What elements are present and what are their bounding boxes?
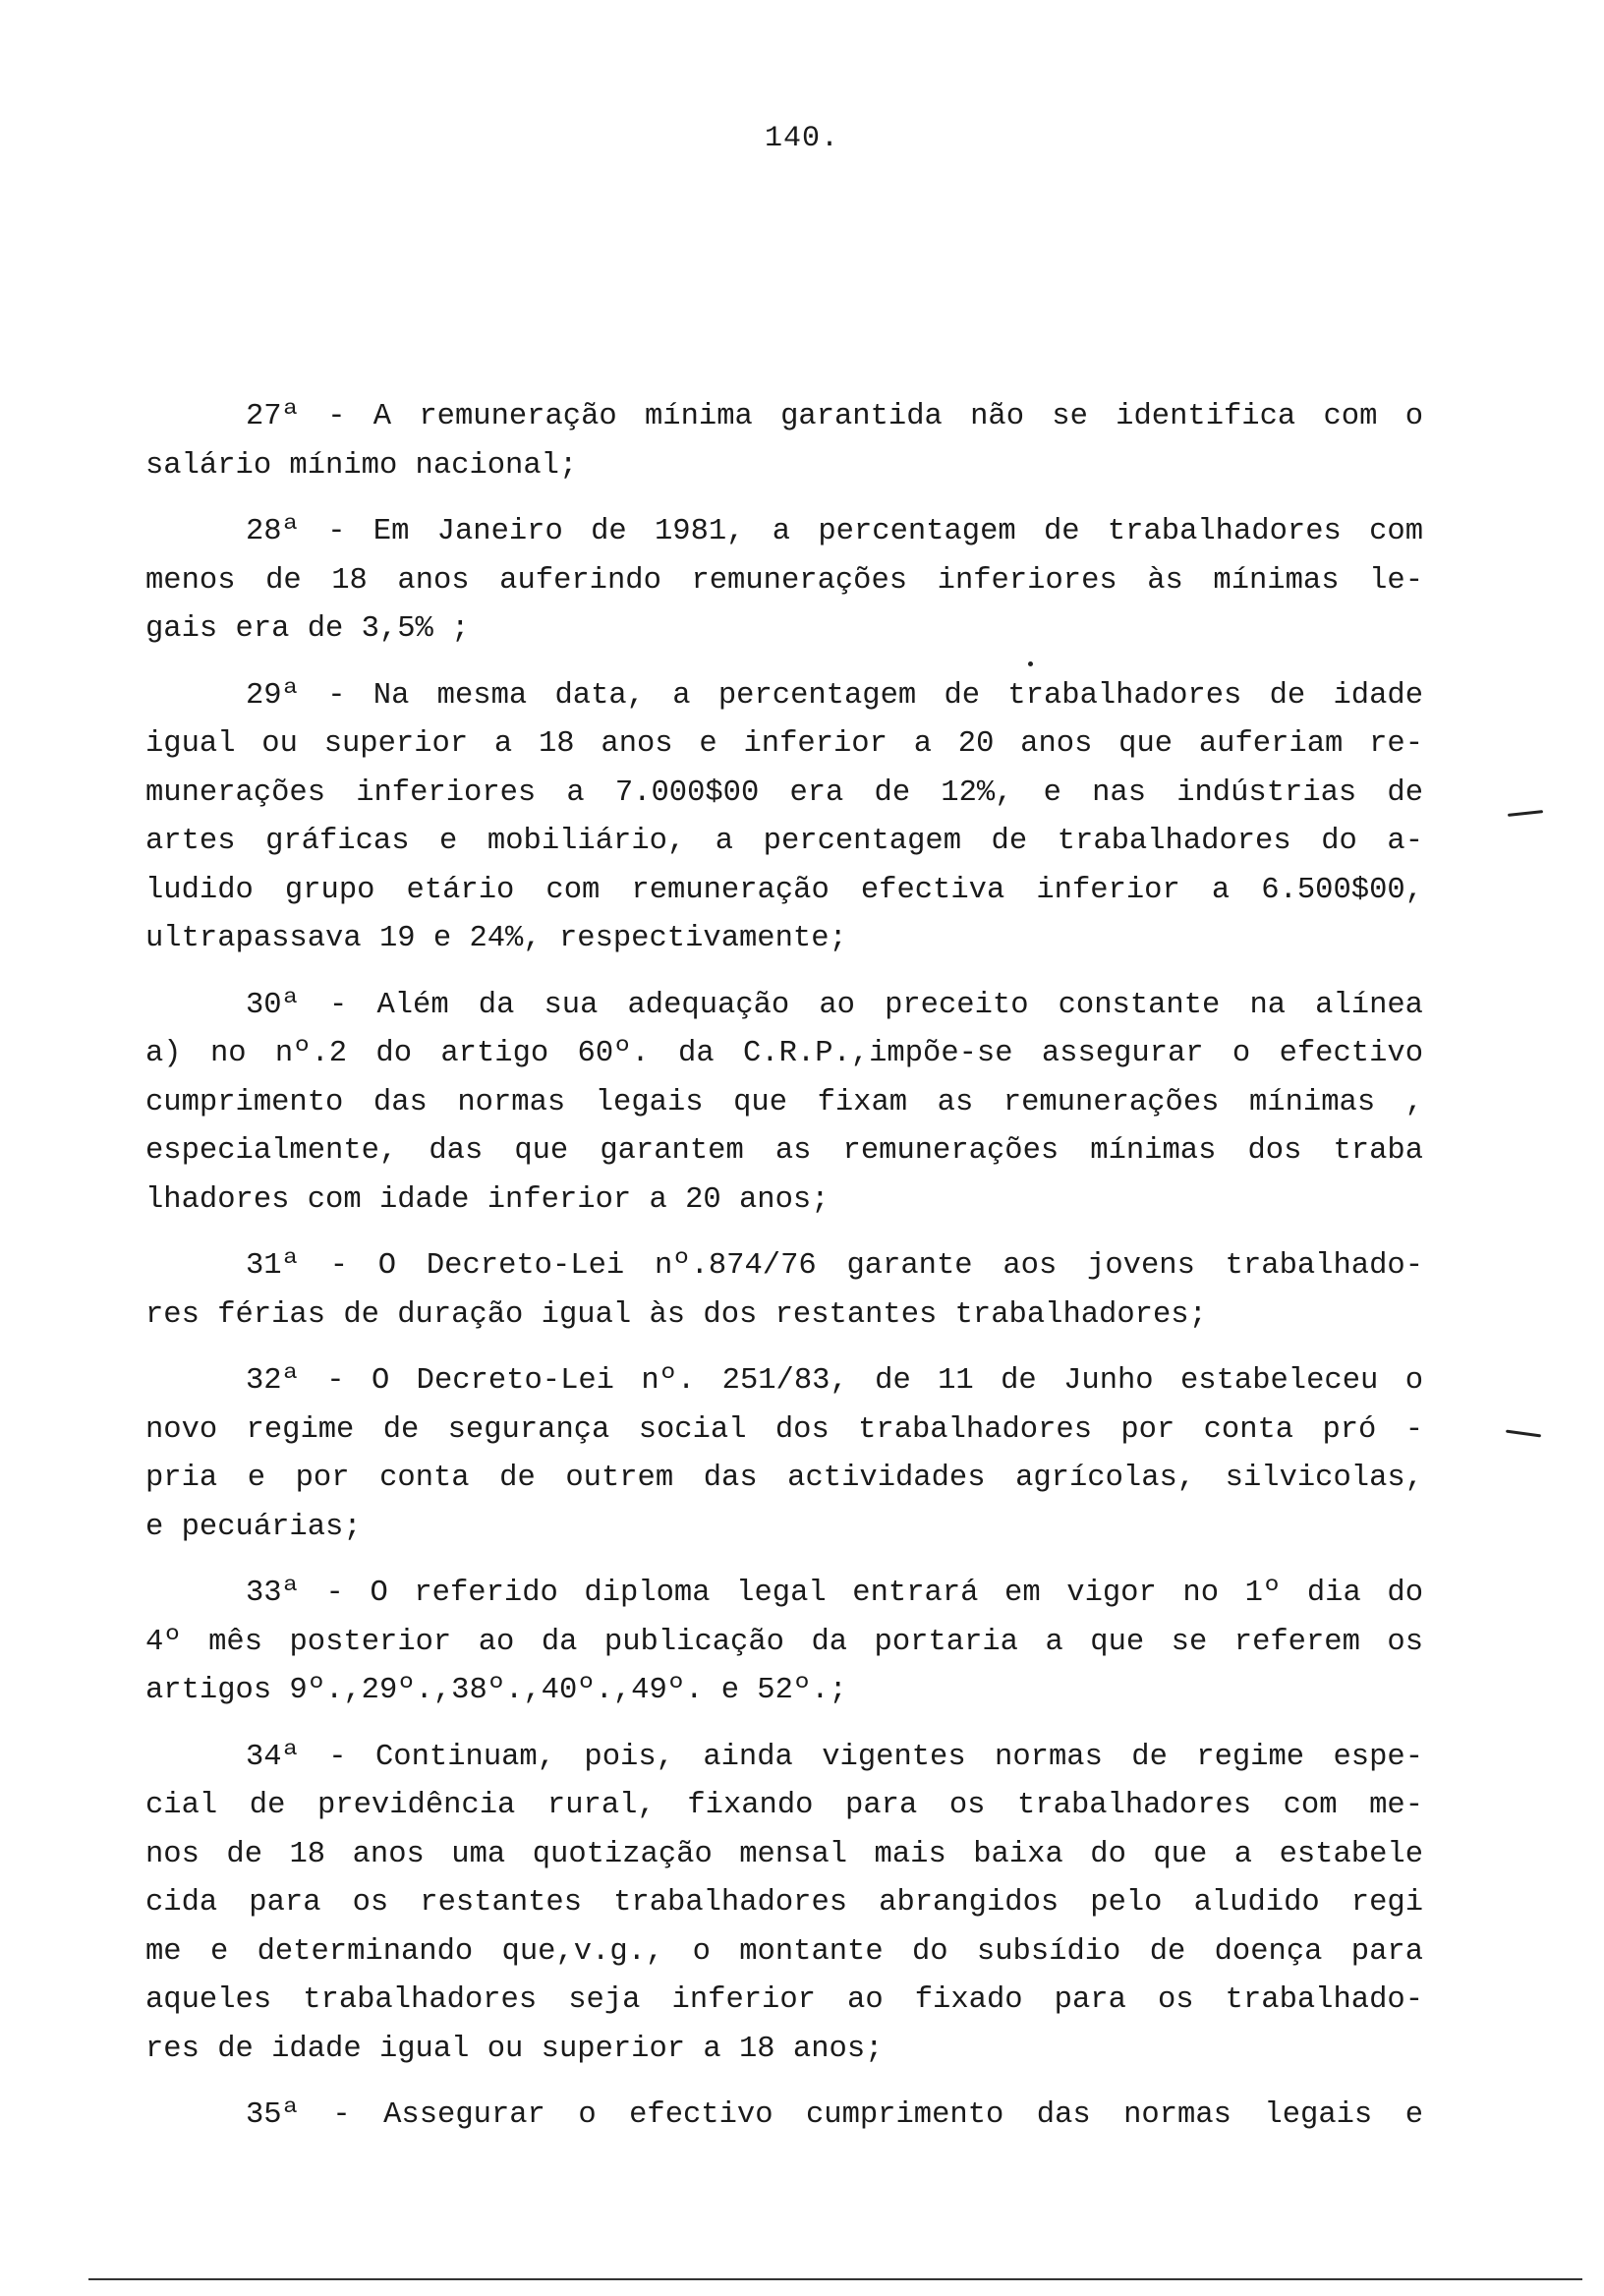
paragraph-30 — [145, 982, 1423, 1226]
text-line: 30ª - Além da sua adequação ao preceito constante na alínea — [246, 988, 1423, 1022]
text-line: ultrapassava 19 e 24%, respectivamente; — [145, 922, 847, 955]
margin-mark — [1506, 1430, 1541, 1438]
text-line: artigos 9º.,29º.,38º.,40º.,49º. e 52º.; — [145, 1674, 847, 1707]
text-line: salário mínimo nacional; — [145, 448, 578, 483]
text-line: 28ª - Em Janeiro de 1981, a percentagem de trabalhadores com — [246, 515, 1423, 548]
text-line: ludido grupo etário com remuneração efectiva inferior a 6.500$00, — [145, 873, 1423, 907]
paragraph-29 — [145, 672, 1423, 964]
text-line: 31ª - O Decreto-Lei nº.874/76 garante aos jovens trabalhado- — [246, 1249, 1423, 1283]
paragraph-31 — [145, 1242, 1423, 1340]
text-line: aqueles trabalhadores seja inferior ao fixado para os trabalhado- — [145, 1983, 1423, 2017]
text-line: res férias de duração igual às dos restantes trabalhadores; — [145, 1297, 1207, 1332]
text-line: 4º mês posterior ao da publicação da portaria a que se referem os — [145, 1625, 1423, 1659]
text-line: 27ª - A remuneração mínima garantida não se identifica com o — [246, 400, 1423, 433]
text-line: novo regime de segurança social dos trabalhadores por conta pró - — [145, 1412, 1423, 1447]
text-line: cial de previdência rural, fixando para os trabalhadores com me- — [145, 1789, 1423, 1822]
text-line: menos de 18 anos auferindo remunerações inferiores às mínimas le- — [145, 563, 1423, 598]
text-line: 34ª - Continuam, pois, ainda vigentes normas de regime espe- — [246, 1740, 1423, 1774]
paragraph-34 — [145, 1734, 1423, 2075]
text-line: a) no nº.2 do artigo 60º. da C.R.P.,impõe-se assegurar o efectivo — [145, 1037, 1423, 1070]
paragraph-28 — [145, 508, 1423, 655]
text-line: 32ª - O Decreto-Lei nº. 251/83, de 11 de Junho estabeleceu o — [246, 1364, 1423, 1398]
paragraph-32 — [145, 1357, 1423, 1552]
text-line: lhadores com idade inferior a 20 anos; — [145, 1182, 830, 1217]
text-line: cida para os restantes trabalhadores abrangidos pelo aludido regi — [145, 1886, 1423, 1920]
page-number: 140. — [764, 122, 839, 155]
text-line: cumprimento das normas legais que fixam as remunerações mínimas , — [145, 1085, 1423, 1119]
text-line: gais era de 3,5% ; — [145, 612, 470, 646]
scan-speck — [1028, 661, 1033, 666]
text-line: 35ª - Assegurar o efectivo cumprimento das normas legais e — [246, 2098, 1423, 2132]
text-line: res de idade igual ou superior a 18 anos; — [145, 2032, 884, 2066]
text-line: nos de 18 anos uma quotização mensal mais baixa do que a estabele — [145, 1837, 1423, 1871]
text-line: pria e por conta de outrem das actividades agrícolas, silvicolas, — [145, 1462, 1423, 1495]
text-line: me e determinando que,v.g., o montante do subsídio de doença para — [145, 1934, 1423, 1969]
paragraph-33 — [145, 1570, 1423, 1716]
text-line: artes gráficas e mobiliário, a percentagem de trabalhadores do a- — [145, 825, 1423, 858]
text-line: e pecuárias; — [145, 1510, 362, 1544]
margin-mark — [1508, 810, 1543, 817]
paragraph-35 — [145, 2092, 1423, 2141]
text-line: 33ª - O referido diploma legal entrará em vigor no 1º dia do — [246, 1577, 1423, 1610]
footer-rule — [88, 2278, 1582, 2280]
paragraph-27 — [145, 393, 1423, 490]
text-line: igual ou superior a 18 anos e inferior a 20 anos que auferiam re- — [145, 727, 1423, 761]
document-body — [145, 393, 1423, 2158]
text-line: 29ª - Na mesma data, a percentagem de trabalhadores de idade — [246, 678, 1423, 713]
text-line: especialmente, das que garantem as remunerações mínimas dos traba — [145, 1134, 1423, 1168]
text-line: munerações inferiores a 7.000$00 era de 12%, e nas indústrias de — [145, 775, 1423, 810]
